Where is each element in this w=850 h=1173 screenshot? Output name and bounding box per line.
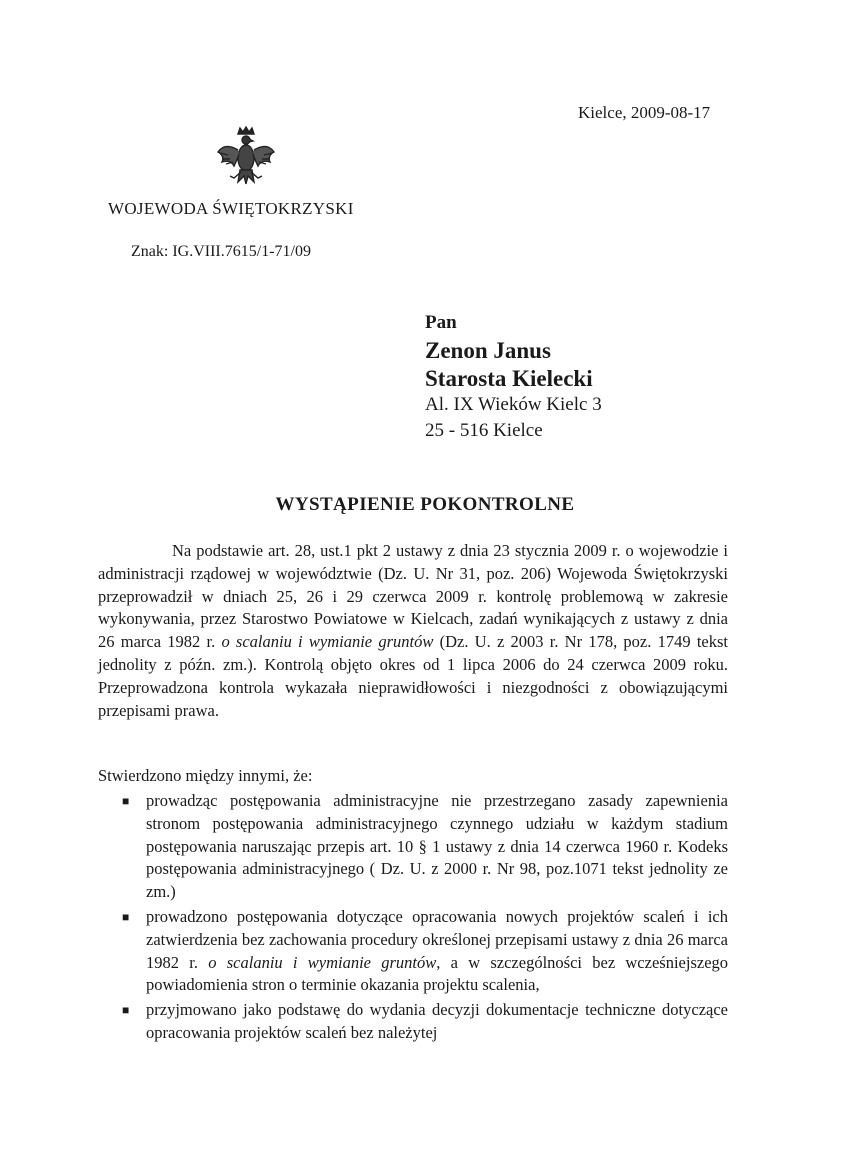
body-text-part1: Na podstawie art. 28, ust.1 pkt 2 ustawy z dnia 23 stycznia 2009 r. o wojewodzie i administracji rządowej w województwie (Dz. U. Nr 31, poz. 206) Wojewoda Świętokrzyski przeprowadził w dniach 25, 26 i 29 czerwca 2009 r. kontrolę problemową w zakresie wykonywania, przez Starostwo Powiatowe w Kielcach, zadań wynikających z ustawy z dnia 26 marca 1982 r. — [98, 541, 728, 652]
issuer-name: WOJEWODA ŚWIĘTOKRZYSKI — [108, 199, 354, 218]
reference-number: Znak: IG.VIII.7615/1-71/09 — [131, 243, 311, 260]
body-text — [98, 540, 728, 722]
body-text-italic-title: o scalaniu i wymianie gruntów — [221, 632, 434, 652]
finding-text: przyjmowano jako podstawę do wydania decyzji dokumentacje techniczne dotyczące opracowania projektów scaleń bez należytej — [146, 1000, 728, 1042]
body-text-part2: (Dz. U. z 2003 r. Nr 178, poz. 1749 tekst jednolity z późn. zm.). Kontrolą objęto okres od 1 lipca 2006 do 24 czerwca 2009 roku. Przeprowadzona kontrola wykazała nieprawidłowości i niezgodności z obowiązującymi przepisami prawa. — [98, 632, 728, 720]
bullet-square-icon: ■ — [122, 909, 130, 924]
addressee-position: Starosta Kielecki — [425, 366, 593, 391]
document-date: Kielce, 2009-08-17 — [578, 103, 711, 122]
addressee-city: 25 - 516 Kielce — [425, 420, 543, 441]
finding-text: prowadząc postępowania administracyjne nie przestrzegano zasady zapewnienia stronom postępowania administracyjnego czynnego udziału w każdym stadium postępowania naruszając przepis art. 10 § 1 ustawy z dnia 14 czerwca 1960 r. Kodeks postępowania administracyjnego ( Dz. U. z 2000 r. Nr 98, poz.1071 tekst jednolity ze zm.) — [146, 791, 728, 902]
document-title: WYSTĄPIENIE POKONTROLNE — [275, 494, 575, 515]
list-item — [98, 999, 728, 1045]
findings-list — [98, 790, 728, 1047]
bullet-square-icon: ■ — [122, 794, 130, 808]
list-item — [98, 790, 728, 904]
addressee-name: Zenon Janus — [425, 338, 551, 363]
polish-eagle-emblem-icon — [214, 126, 278, 196]
finding-text-continued: , a w szczególności bez wcześniejszego powiadomienia stron o terminie okazania projektu scalenia, — [146, 952, 729, 995]
addressee-salutation: Pan — [425, 312, 457, 333]
finding-text: prowadzono postępowania dotyczące opracowania nowych projektów scaleń i ich zatwierdzenia bez zachowania procedury określonej przepisami ustawy z dnia 26 marca 1982 r. — [146, 906, 728, 972]
findings-intro: Stwierdzono między innymi, że: — [98, 766, 313, 785]
addressee-street: Al. IX Wieków Kielc 3 — [425, 394, 602, 415]
list-item — [98, 906, 728, 997]
finding-italic-title: o scalaniu i wymianie gruntów — [208, 952, 437, 972]
bullet-square-icon: ■ — [122, 1003, 130, 1018]
body-paragraph — [98, 540, 728, 722]
